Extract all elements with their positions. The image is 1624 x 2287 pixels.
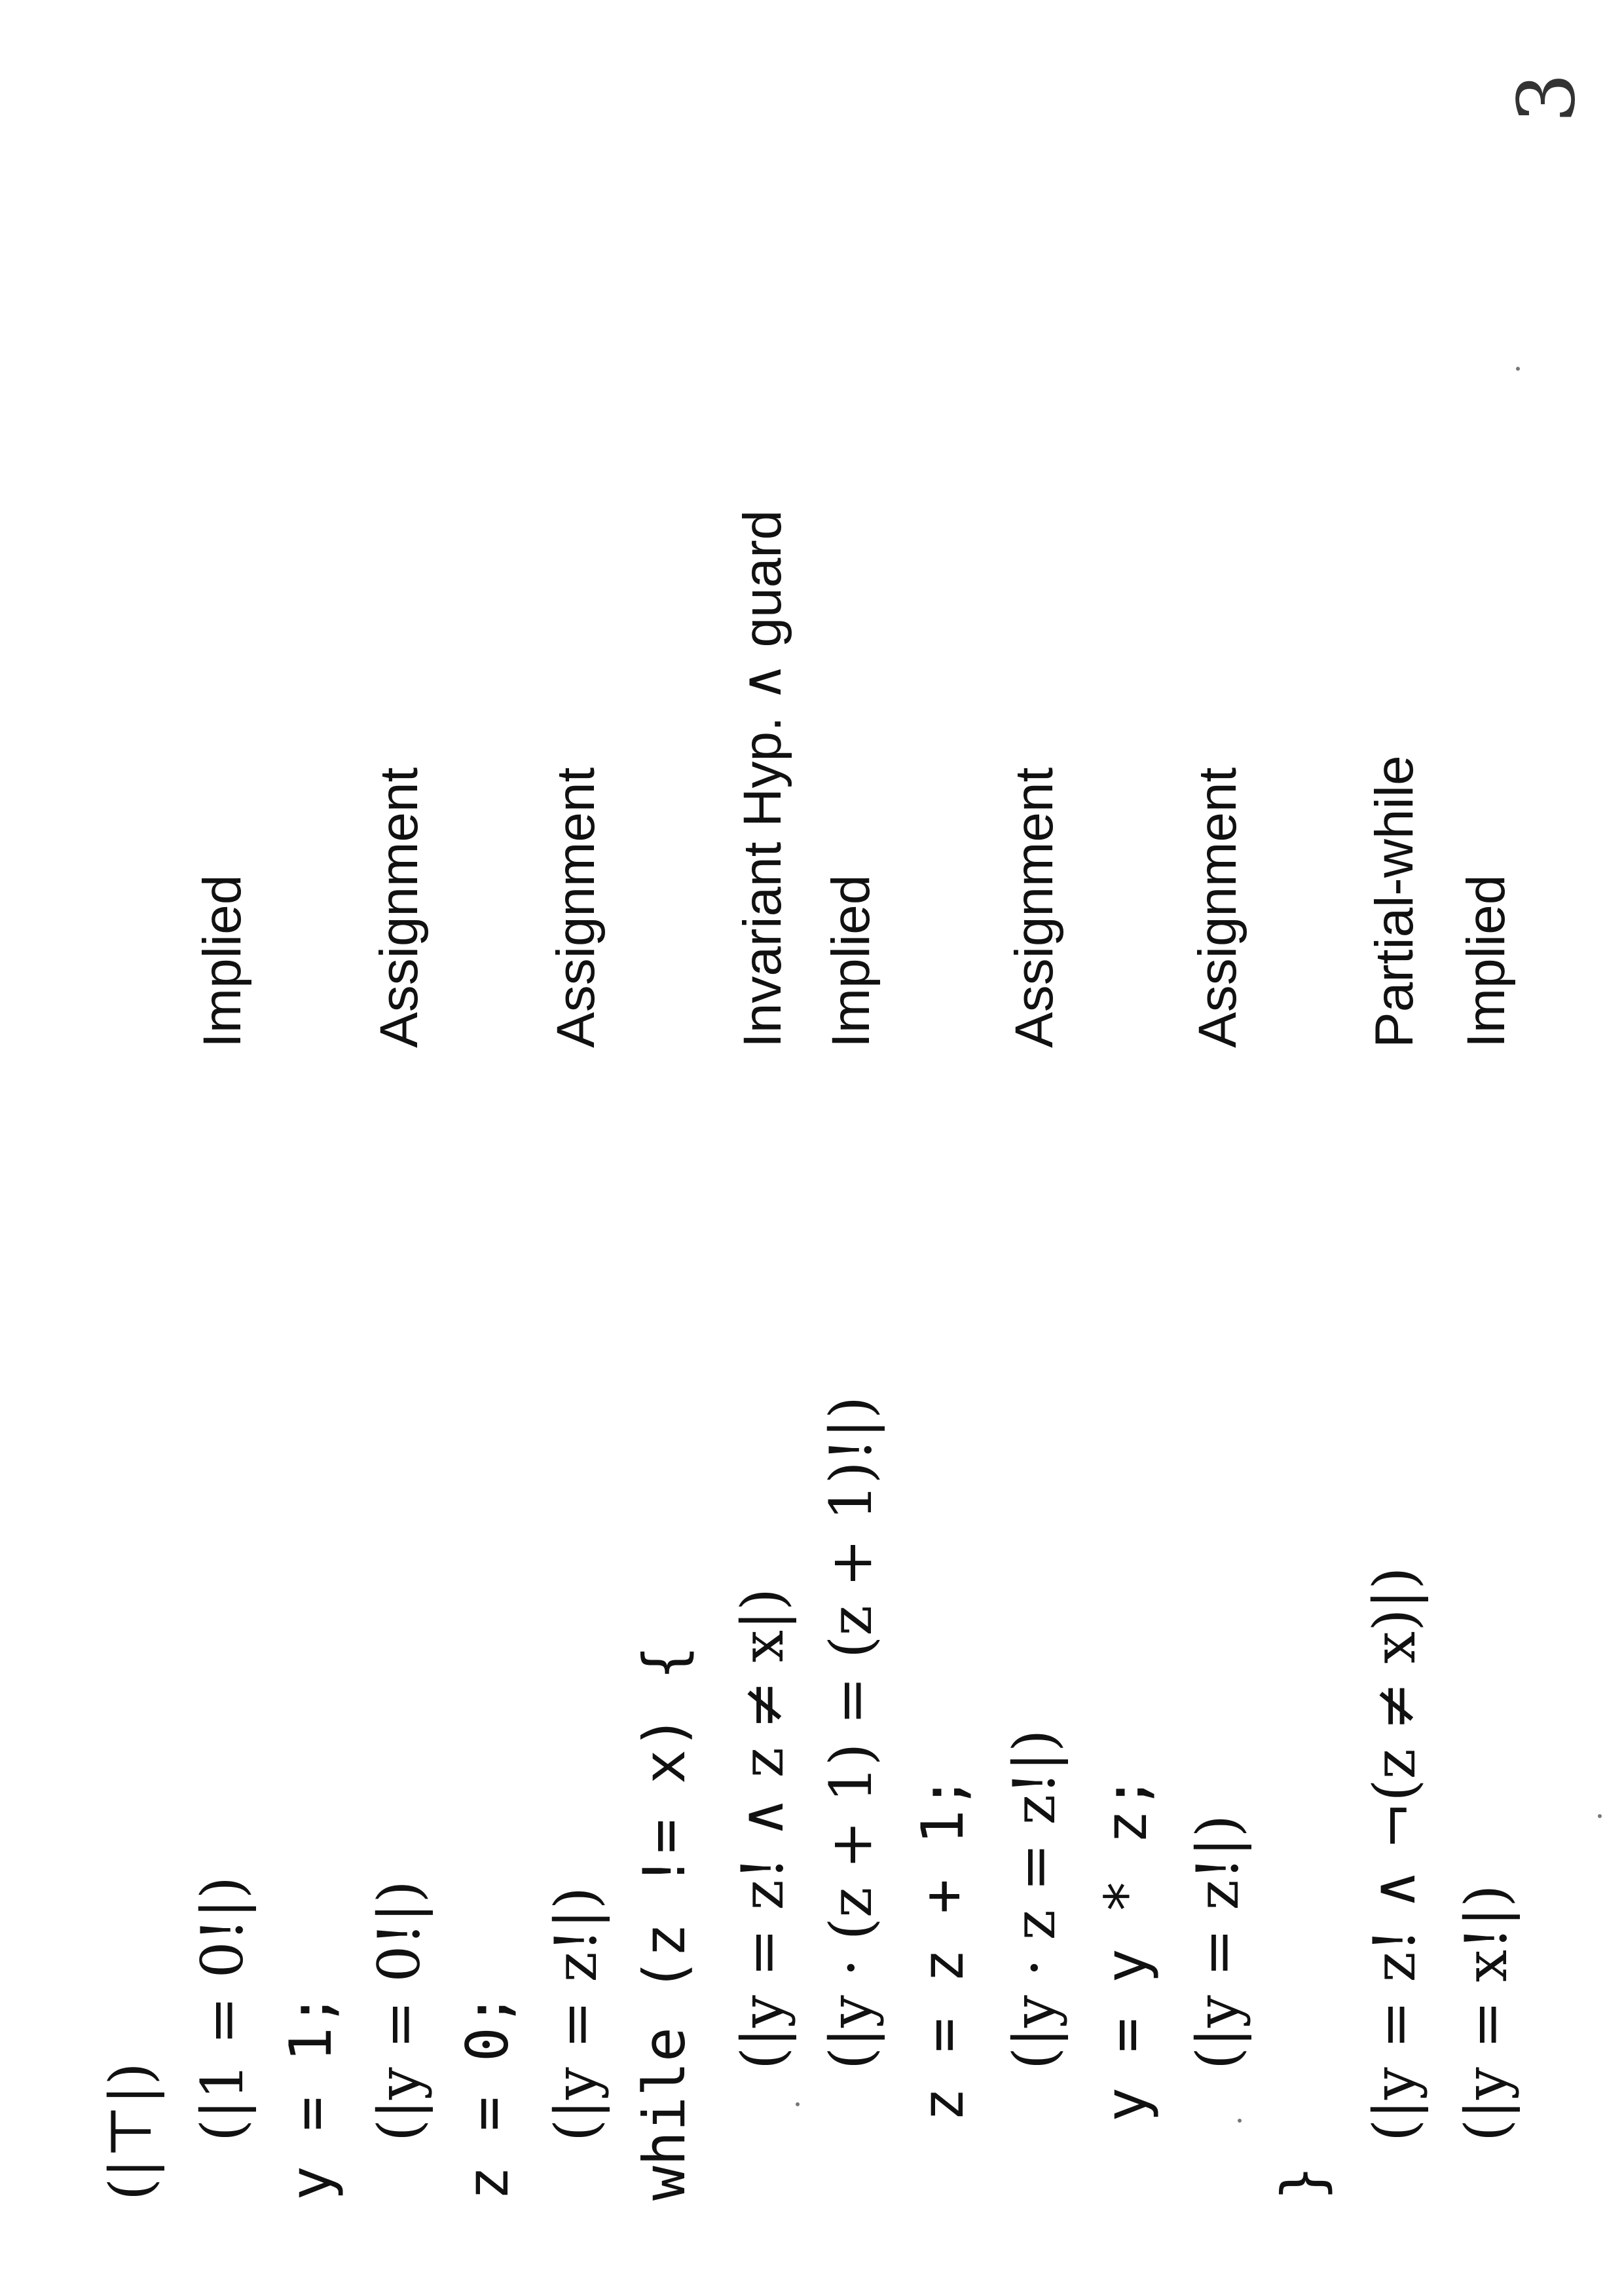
proof-line [183, 105, 262, 2201]
justification: Assignment [546, 767, 606, 1048]
assertion: (|y · z = z!|) [1001, 1729, 1068, 2070]
assertion: (|y = z!|) [1184, 1814, 1251, 2070]
proof-line [625, 105, 704, 2201]
proof-line [812, 105, 891, 2201]
assertion: (|y = x!|) [1452, 1884, 1520, 2142]
assertion: (|y = 0!|) [365, 1880, 433, 2142]
justification: Assignment [369, 767, 429, 1048]
justification: Implied [821, 874, 881, 1048]
scan-speck [1598, 1814, 1602, 1818]
code-statement: z = z + 1; [909, 1775, 976, 2122]
justification: Assignment [1188, 767, 1247, 1048]
assertion: (|y · (z + 1) = (z + 1)!|) [817, 1396, 885, 2070]
assertion: (|y = z!|) [542, 1886, 610, 2142]
proof-line [1447, 105, 1526, 2201]
proof-line [724, 105, 802, 2201]
justification: Assignment [1005, 767, 1064, 1048]
proof-line [1179, 105, 1257, 2201]
assertion: (|y = z! ∧ ¬(z ≠ x)|) [1361, 1567, 1428, 2142]
assertion: (|⊤|) [97, 2062, 164, 2201]
proof-line [1264, 105, 1342, 2201]
code-statement: y = y * z; [1092, 1775, 1160, 2122]
scan-speck [1238, 2119, 1242, 2123]
proof-line [904, 105, 982, 2201]
assertion: (|1 = 0!|) [189, 1876, 256, 2142]
justification: Partial-while [1365, 755, 1424, 1048]
proof-line [92, 105, 170, 2201]
proof-line [1356, 105, 1434, 2201]
justification: Invariant Hyp. ∧ guard [733, 510, 792, 1048]
scan-speck [796, 2102, 800, 2106]
scan-speck [1516, 367, 1520, 371]
proof-line [360, 105, 439, 2201]
proof-line [272, 105, 350, 2201]
assertion: (|y = z! ∧ z ≠ x|) [729, 1588, 796, 2070]
code-statement: y = 1; [277, 1992, 344, 2201]
proof-line [995, 105, 1074, 2201]
justification: Implied [193, 874, 252, 1048]
code-statement: z = 0; [454, 1992, 521, 2201]
proof-line [449, 105, 527, 2201]
proof-sheet [92, 105, 1532, 2201]
proof-line [1087, 105, 1166, 2201]
page-number: 3 [1502, 73, 1593, 123]
justification: Implied [1456, 874, 1516, 1048]
code-statement: } [1269, 2166, 1337, 2201]
code-statement: while (z != x) { [631, 1645, 698, 2201]
proof-line [537, 105, 616, 2201]
